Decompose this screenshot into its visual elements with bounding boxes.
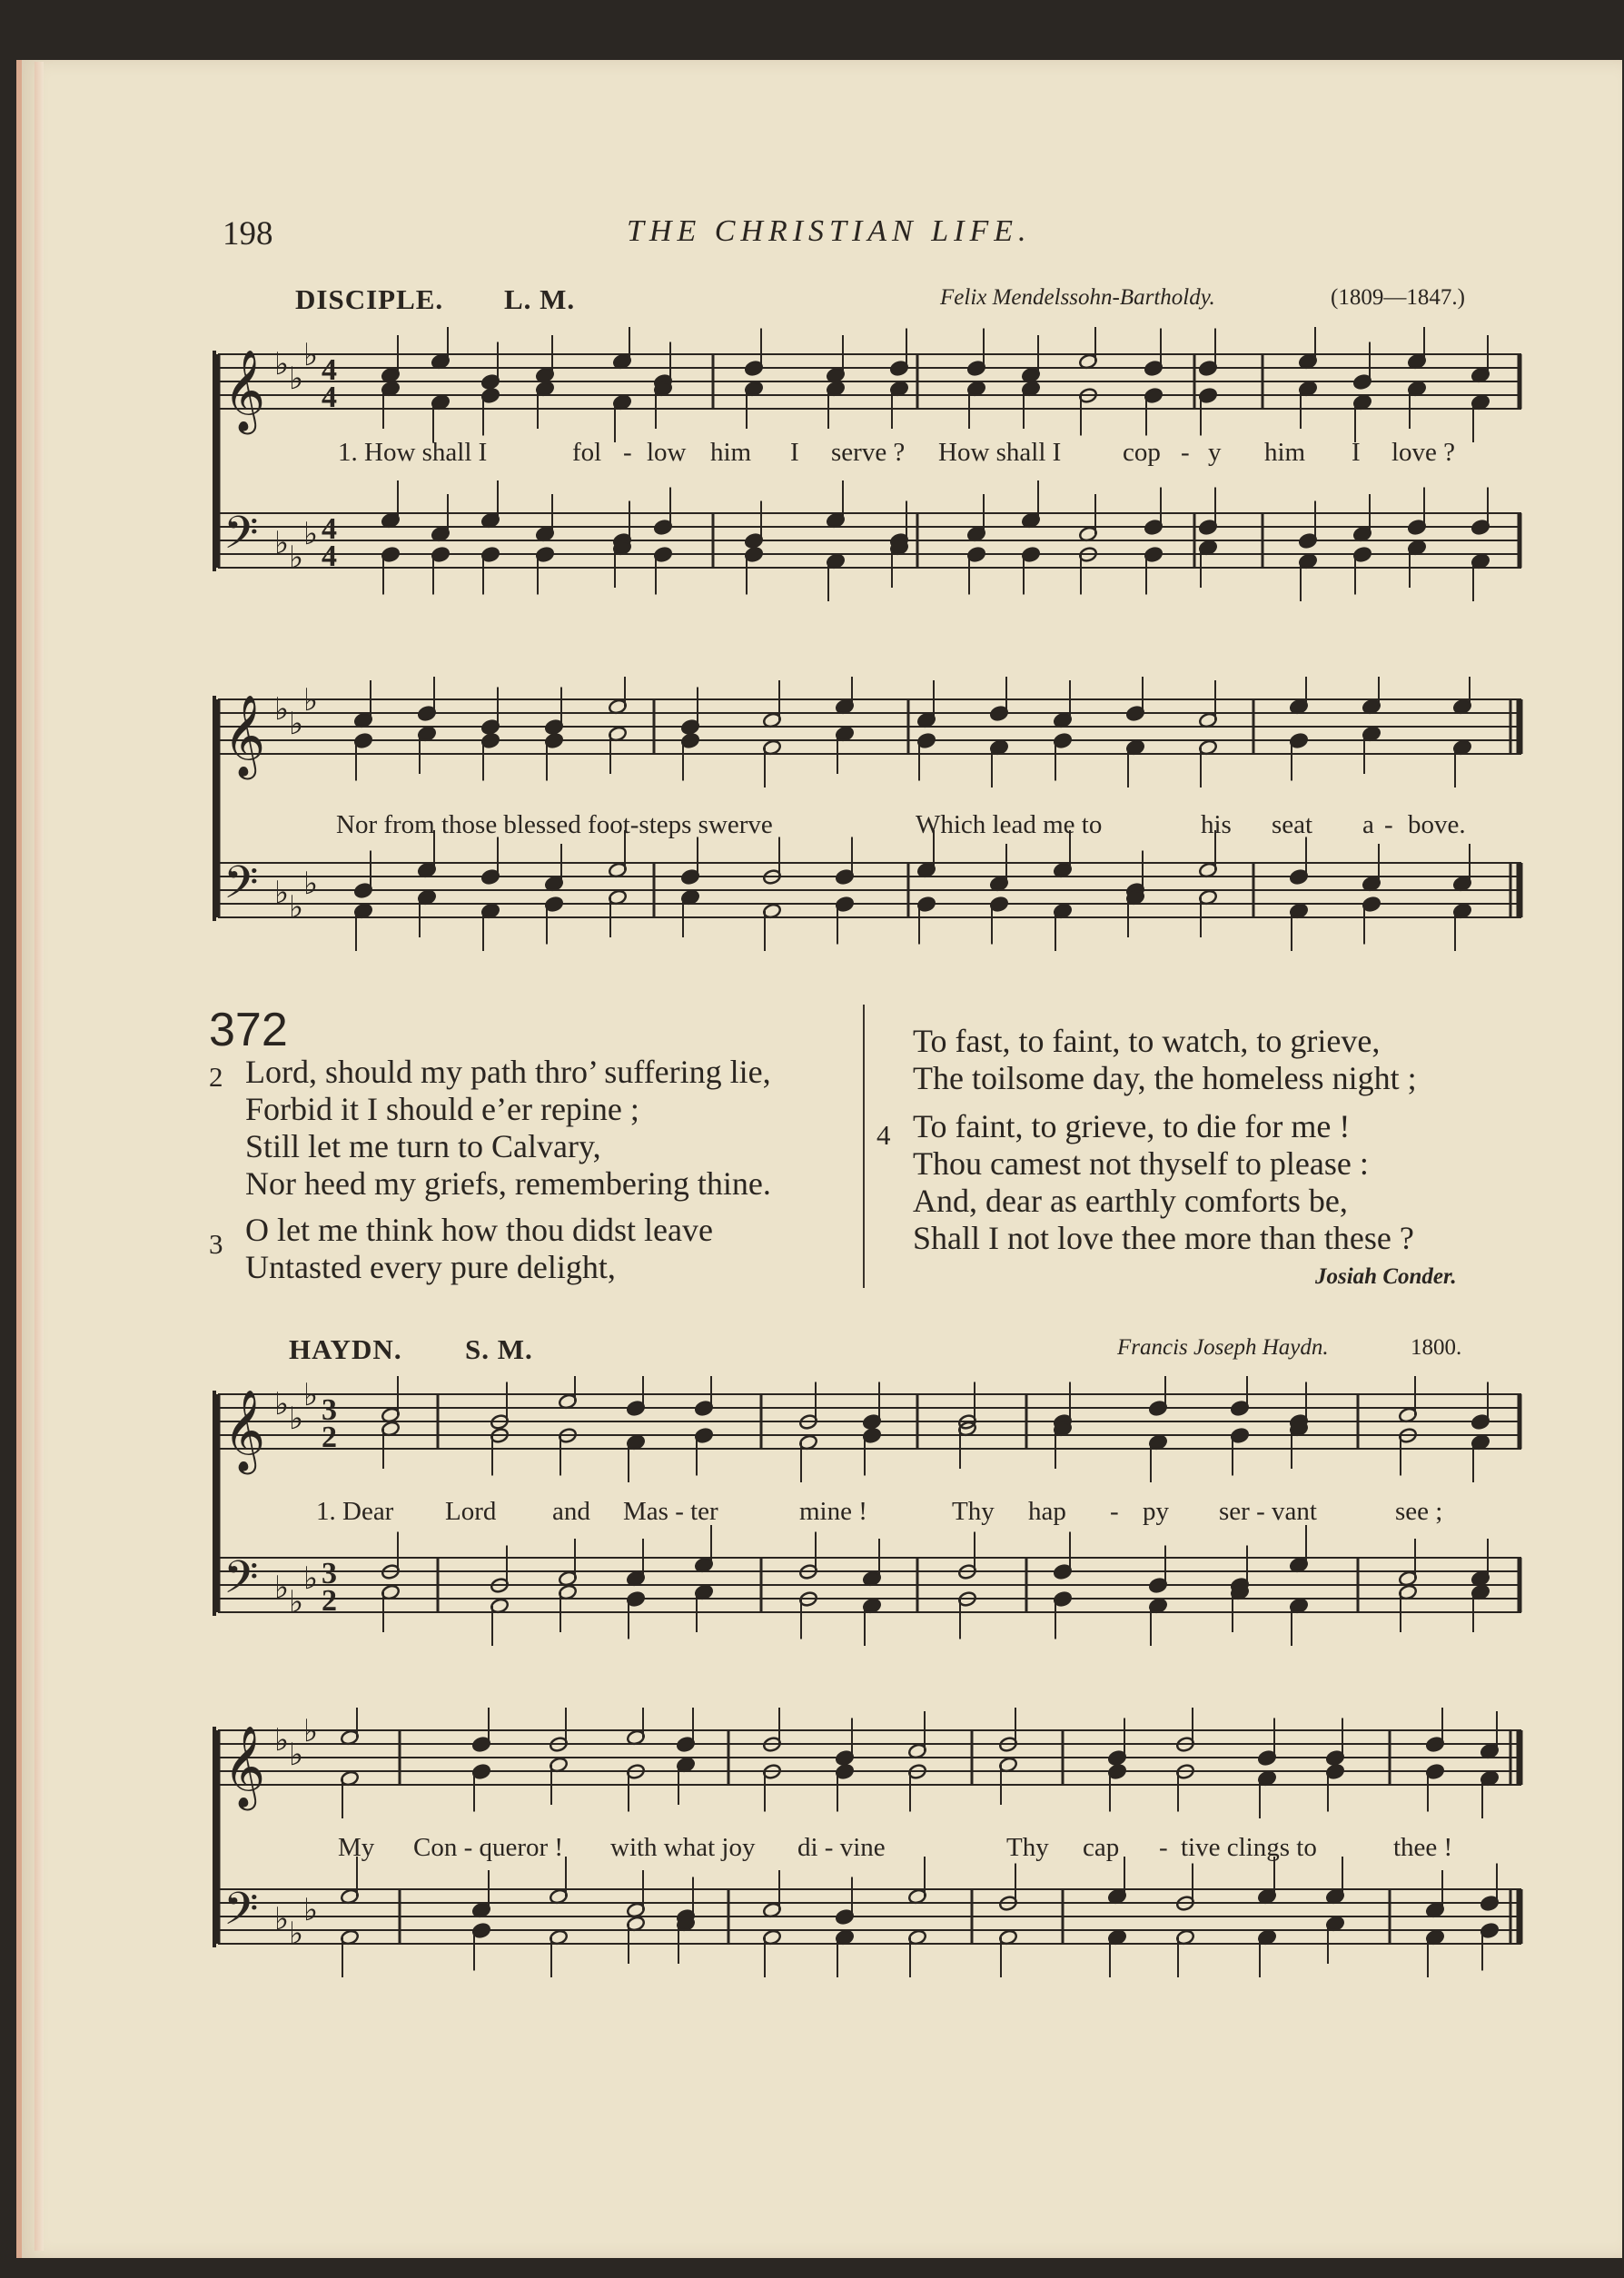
tune1-lyric-5: him	[710, 438, 752, 467]
verse-line: And, dear as earthly comforts be,	[913, 1183, 1348, 1219]
flat-icon: ♭	[274, 525, 290, 561]
tune2-lyric-6: Thy	[952, 1497, 995, 1526]
verse-number-3: 3	[209, 1228, 223, 1260]
tune1-lyric-2: fol	[572, 438, 602, 467]
tune1-composer: Felix Mendelssohn-Bartholdy.	[940, 285, 1215, 310]
flat-icon: ♭	[289, 361, 304, 397]
tune1-lyric-13: I	[1352, 438, 1361, 467]
flat-icon: ♭	[289, 1584, 304, 1620]
bass-time-signature-top: 4	[322, 512, 337, 546]
treble-clef-icon: 𝄞	[223, 350, 266, 431]
tune2-lyric-18: -	[1159, 1833, 1168, 1862]
treble-time-signature-bottom: 2	[322, 1421, 337, 1454]
flat-icon: ♭	[289, 1916, 304, 1952]
tune1-system1	[209, 327, 1526, 627]
tune2-lyric-12: My	[338, 1833, 375, 1862]
verse-4	[913, 1108, 1414, 1257]
flat-icon: ♭	[274, 1901, 290, 1937]
tune1-lyric-8: How shall I	[938, 438, 1062, 467]
tune1-lyric-20: -	[1384, 810, 1393, 839]
flat-icon: ♭	[289, 706, 304, 742]
tune2-lyric-15: di - vine	[797, 1833, 886, 1862]
tune1-lyric-16: Which lead me to	[916, 810, 1103, 839]
treble-time-signature-bottom: 4	[322, 381, 337, 414]
tune2-lyric-14: with what joy	[610, 1833, 756, 1862]
flat-icon: ♭	[274, 691, 290, 728]
flat-icon: ♭	[274, 346, 290, 382]
verse-line: To faint, to grieve, to die for me !	[913, 1108, 1351, 1144]
flat-icon: ♭	[303, 1560, 319, 1597]
bass-clef-icon: 𝄢	[223, 507, 259, 570]
bass-clef-icon: 𝄢	[223, 857, 259, 920]
bass-clef-icon: 𝄢	[223, 1551, 259, 1615]
treble-time-signature-top: 3	[322, 1393, 337, 1427]
bass-time-signature-bottom: 2	[322, 1584, 337, 1618]
tune2-lyric-19: tive clings to	[1181, 1833, 1317, 1862]
hymn-number: 372	[209, 1004, 288, 1056]
tune2-lyric-9: py	[1143, 1497, 1169, 1526]
tune2-lyric-8: -	[1110, 1497, 1119, 1526]
tune2-lyric-5: mine !	[799, 1497, 867, 1526]
verse-2	[245, 1054, 771, 1203]
treble-time-signature-top: 4	[322, 353, 337, 387]
tune2-lyric-16: Thy	[1006, 1833, 1049, 1862]
tune2-composer: Francis Joseph Haydn.	[1117, 1335, 1329, 1360]
treble-clef-icon: 𝄞	[223, 1726, 266, 1808]
tune1-meter: L. M.	[504, 283, 576, 315]
tune2-lyric-17: cap	[1083, 1833, 1120, 1862]
tune1-name: DISCIPLE.	[295, 283, 444, 315]
tune1-lyric-11: y	[1208, 438, 1222, 467]
flat-icon: ♭	[303, 866, 319, 902]
flat-icon: ♭	[303, 337, 319, 373]
flat-icon: ♭	[303, 682, 319, 718]
flat-icon: ♭	[289, 889, 304, 926]
flat-icon: ♭	[303, 1892, 319, 1928]
bass-time-signature-top: 3	[322, 1557, 337, 1590]
tune1-lyric-3: -	[623, 438, 632, 467]
verse-line: Forbid it I should e’er repine ;	[245, 1091, 639, 1127]
verse-line: O let me think how thou didst leave	[245, 1212, 713, 1248]
tune1-dates: (1809—1847.)	[1331, 285, 1465, 310]
flat-icon: ♭	[274, 1722, 290, 1758]
tune1-lyric-6: I	[790, 438, 799, 467]
verse-3-continued	[913, 1023, 1417, 1097]
tune1-lyric-17: his	[1201, 810, 1232, 839]
verse-line: Still let me turn to Calvary,	[245, 1128, 601, 1164]
verse-line: Shall I not love thee more than these ?	[913, 1220, 1414, 1256]
bass-clef-icon: 𝄢	[223, 1883, 259, 1946]
hymn-author: Josiah Conder.	[1315, 1264, 1457, 1289]
bass-time-signature-bottom: 4	[322, 540, 337, 573]
tune1-lyric-7: serve ?	[831, 438, 906, 467]
treble-clef-icon: 𝄞	[223, 1390, 266, 1471]
tune1-lyric-14: love ?	[1391, 438, 1456, 467]
tune2-lyric-10: ser - vant	[1219, 1497, 1317, 1526]
flat-icon: ♭	[274, 875, 290, 911]
tune2-lyric-4: Mas - ter	[623, 1497, 718, 1526]
flat-icon: ♭	[274, 1570, 290, 1606]
verse-line: Thou camest not thyself to please :	[913, 1145, 1369, 1182]
tune1-lyric-15: Nor from those blessed foot-steps swerve	[336, 810, 773, 839]
tune2-system1	[209, 1376, 1526, 1653]
verse-line: To fast, to faint, to watch, to grieve,	[913, 1023, 1381, 1059]
column-divider	[863, 1005, 865, 1288]
flat-icon: ♭	[303, 1377, 319, 1413]
tune2-lyric-13: Con - queror !	[413, 1833, 564, 1862]
verse-number-2: 2	[209, 1061, 223, 1093]
flat-icon: ♭	[289, 1737, 304, 1773]
tune1-lyric-4: low	[647, 438, 687, 467]
tune1-lyric-12: him	[1264, 438, 1306, 467]
flat-icon: ♭	[289, 540, 304, 576]
verse-line: Lord, should my path thro’ suffering lie,	[245, 1054, 771, 1090]
treble-clef-icon: 𝄞	[223, 695, 266, 777]
tune2-lyric-2: Lord	[445, 1497, 497, 1526]
verse-line: Untasted every pure delight,	[245, 1249, 616, 1285]
tune2-lyric-20: thee !	[1393, 1833, 1453, 1862]
running-title: THE CHRISTIAN LIFE.	[627, 214, 1032, 248]
verse-line: The toilsome day, the homeless night ;	[913, 1060, 1417, 1096]
tune2-meter: S. M.	[465, 1333, 533, 1365]
flat-icon: ♭	[303, 1713, 319, 1749]
tune1-lyric-1: 1. How shall I	[338, 438, 488, 467]
verse-3	[245, 1212, 713, 1286]
page-edges	[35, 62, 44, 2251]
tune2-lyric-3: and	[552, 1497, 590, 1526]
tune1-lyric-19: a	[1362, 810, 1374, 839]
tune2-lyric-11: see ;	[1395, 1497, 1443, 1526]
tune2-lyric-1: 1. Dear	[316, 1497, 394, 1526]
verse-line: Nor heed my griefs, remembering thine.	[245, 1165, 771, 1202]
tune2-name: HAYDN.	[289, 1333, 402, 1365]
tune1-lyric-10: -	[1181, 438, 1190, 467]
verse-number-4: 4	[876, 1119, 891, 1151]
page-number: 198	[223, 215, 273, 253]
tune1-lyric-9: cop	[1123, 438, 1161, 467]
tune2-dates: 1800.	[1411, 1335, 1462, 1360]
flat-icon: ♭	[303, 516, 319, 552]
flat-icon: ♭	[274, 1386, 290, 1422]
flat-icon: ♭	[289, 1401, 304, 1437]
tune1-lyric-18: seat	[1272, 810, 1313, 839]
tune1-lyric-21: bove.	[1408, 810, 1466, 839]
tune2-lyric-7: hap	[1028, 1497, 1066, 1526]
